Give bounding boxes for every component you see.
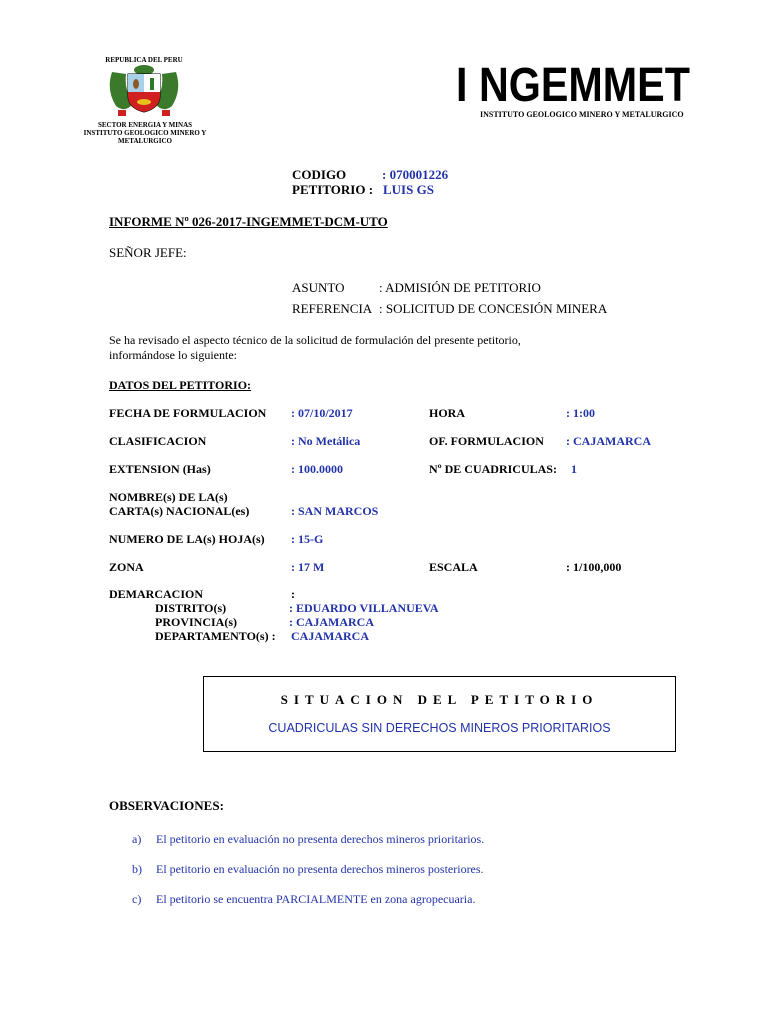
distrito-value: : EDUARDO VILLANUEVA	[289, 601, 439, 615]
hoja-value: : 15-G	[291, 532, 324, 546]
observacion-text-a: El petitorio en evaluación no presenta derechos mineros prioritarios.	[156, 832, 485, 846]
situacion-box	[203, 676, 676, 752]
ingemmet-subtitle: INSTITUTO GEOLOGICO MINERO Y METALURGICO	[480, 110, 684, 119]
clasificacion-label: CLASIFICACION	[109, 434, 207, 448]
observacion-text-c: El petitorio se encuentra PARCIALMENTE en zona agropecuaria.	[156, 892, 476, 906]
intro-line-2: informándose lo siguiente:	[109, 348, 237, 362]
extension-label: EXTENSION (Has)	[109, 462, 211, 476]
datos-heading: DATOS DEL PETITORIO:	[109, 378, 252, 392]
cuadriculas-value: 1	[571, 462, 577, 476]
sector-line-2: INSTITUTO GEOLOGICO MINERO Y	[83, 129, 207, 137]
sector-line-3: METALURGICO	[118, 137, 172, 145]
petitorio-value: LUIS GS	[383, 182, 434, 197]
provincia-label: PROVINCIA(s)	[155, 615, 237, 629]
referencia-value: : SOLICITUD DE CONCESIÓN MINERA	[379, 301, 608, 316]
situacion-status: CUADRICULAS SIN DERECHOS MINEROS PRIORITARIOS	[268, 721, 611, 735]
asunto-label: ASUNTO	[292, 280, 345, 295]
departamento-label: DEPARTAMENTO(s) :	[155, 629, 276, 643]
distrito-label: DISTRITO(s)	[155, 601, 227, 615]
observacion-text-b: El petitorio en evaluación no presenta derechos mineros posteriores.	[156, 862, 484, 876]
nombre-carta-label-2: CARTA(s) NACIONAL(es)	[109, 504, 250, 518]
situacion-title: SITUACION DEL PETITORIO	[280, 692, 599, 707]
cuadriculas-label: Nº DE CUADRICULAS:	[429, 462, 557, 476]
ingemmet-logo: I NGEMMET	[456, 59, 690, 112]
of-formulacion-value: : CAJAMARCA	[566, 434, 651, 448]
extension-value: : 100.0000	[291, 462, 343, 476]
hora-value: : 1:00	[566, 406, 595, 420]
informe-title: INFORME Nº 026-2017-INGEMMET-DCM-UTO	[109, 214, 388, 229]
provincia-value: : CAJAMARCA	[289, 615, 374, 629]
hoja-label: NUMERO DE LA(s) HOJA(s)	[109, 532, 265, 546]
zona-label: ZONA	[109, 560, 144, 574]
salutation: SEÑOR JEFE:	[109, 245, 187, 260]
codigo-label: CODIGO	[292, 167, 347, 182]
observacion-marker-b: b)	[132, 862, 142, 876]
nombre-carta-label-1: NOMBRE(s) DE LA(s)	[109, 490, 228, 504]
escala-label: ESCALA	[429, 560, 478, 574]
demarcacion-colon: :	[291, 587, 295, 601]
clasificacion-value: : No Metálica	[291, 434, 361, 448]
observaciones-heading: OBSERVACIONES:	[109, 798, 224, 813]
fecha-label: FECHA DE FORMULACION	[109, 406, 267, 420]
of-formulacion-label: OF. FORMULACION	[429, 434, 544, 448]
departamento-value: CAJAMARCA	[291, 629, 369, 643]
observacion-marker-a: a)	[132, 832, 142, 846]
fecha-value: : 07/10/2017	[291, 406, 353, 420]
peru-coat-of-arms-icon	[104, 62, 184, 118]
escala-value: : 1/100,000	[566, 560, 622, 574]
intro-line-1: Se ha revisado el aspecto técnico de la solicitud de formulación del presente petitorio,	[109, 333, 521, 347]
zona-value: : 17 M	[291, 560, 325, 574]
petitorio-label: PETITORIO :	[292, 182, 374, 197]
asunto-value: : ADMISIÓN DE PETITORIO	[379, 280, 541, 295]
referencia-label: REFERENCIA	[292, 301, 373, 316]
sector-line-1: SECTOR ENERGIA Y MINAS	[97, 121, 193, 129]
codigo-value: : 070001226	[382, 167, 449, 182]
republic-label: REPUBLICA DEL PERU	[105, 56, 183, 64]
nombre-carta-value: : SAN MARCOS	[291, 504, 379, 518]
observacion-marker-c: c)	[132, 892, 142, 906]
demarcacion-label: DEMARCACION	[109, 587, 203, 601]
hora-label: HORA	[429, 406, 465, 420]
